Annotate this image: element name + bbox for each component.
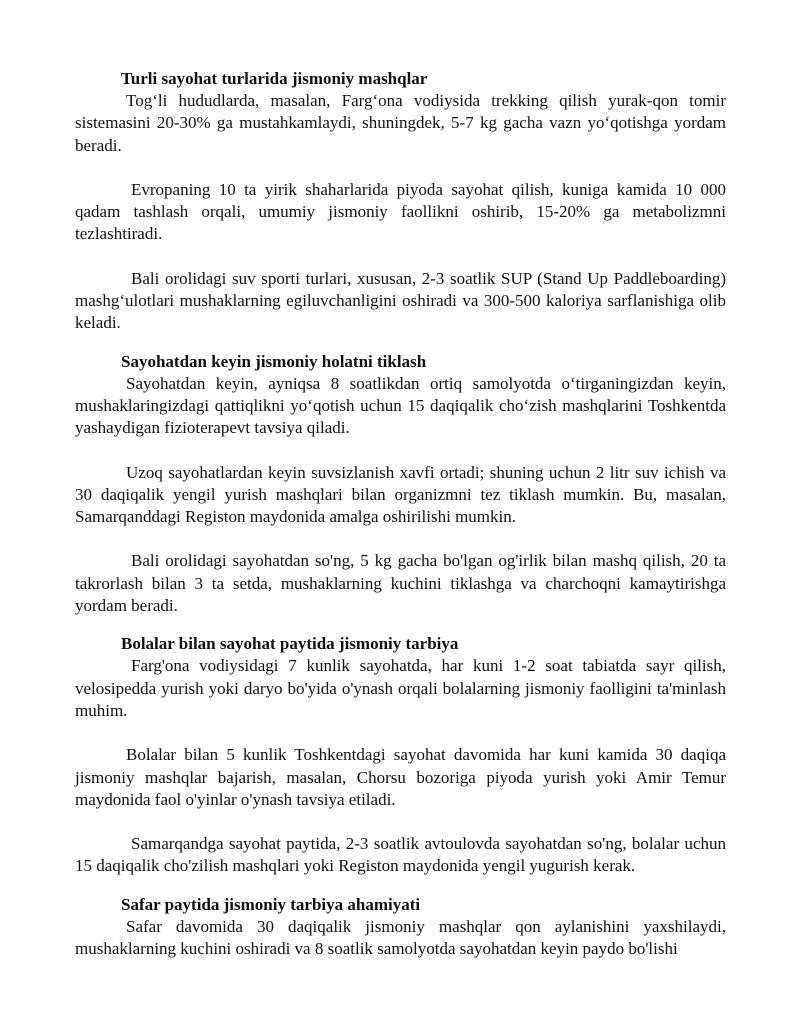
section-travel-types xyxy=(75,68,726,335)
paragraph: Samarqandga sayohat paytida, 2-3 soatlik avtoulovda sayohatdan so'ng, bolalar uchun 15 daqiqalik cho'zilish mashqlari yoki Registon maydonida yengil yugurish kerak. xyxy=(75,834,726,876)
paragraph: Bali orolidagi suv sporti turlari, xususan, 2-3 soatlik SUP (Stand Up Paddleboarding) mashg‘ulotlari mushaklarning egiluvchanligini oshiradi va 300-500 kaloriya sarflanishiga olib keladi. xyxy=(75,268,726,333)
paragraph: Sayohatdan keyin, ayniqsa 8 soatlikdan ortiq samolyotda o‘tirganingizdan keyin, mushaklaringizdagi qattiqlikni yo‘qotish uchun 15 daqiqalik cho‘zish mashqlarini Toshkentda yashaydigan fizioterapevt tavsiya qiladi. xyxy=(75,373,726,438)
paragraph: Safar davomida 30 daqiqalik jismoniy mashqlar qon aylanishini yaxshilaydi, mushaklarning kuchini oshiradi va 8 soatlik samolyotda sayohatdan keyin paydo bo'lishi xyxy=(75,916,726,959)
section-heading: Turli sayohat turlarida jismoniy mashqlar xyxy=(121,69,428,88)
section-importance xyxy=(75,894,726,961)
paragraph: Uzoq sayohatlardan keyin suvsizlanish xavfi ortadi; shuning uchun 2 litr suv ichish va 30 daqiqalik yengil yurish mashqlari bilan organizmni tez tiklash mumkin. Bu, masalan, Samarqanddagi Registon maydonida amalga oshirilishi mumkin. xyxy=(75,462,726,527)
paragraph: Evropaning 10 ta yirik shaharlarida piyoda sayohat qilish, kuniga kamida 10 000 qadam tashlash orqali, umumiy jismoniy faollikni oshirib, 15-20% ga metabolizmni tezlashtiradi. xyxy=(75,179,726,244)
paragraph: Bali orolidagi sayohatdan so'ng, 5 kg gacha bo'lgan og'irlik bilan mashq qilish, 20 ta takrorlash bilan 3 ta setda, mushaklarning kuchini tiklashga va charchoqni kamaytirishga yordam beradi. xyxy=(75,551,726,616)
section-children xyxy=(75,633,726,877)
section-heading: Safar paytida jismoniy tarbiya ahamiyati xyxy=(121,894,421,914)
section-recovery xyxy=(75,351,726,618)
document-page xyxy=(75,68,726,976)
paragraph: Bolalar bilan 5 kunlik Toshkentdagi sayohat davomida har kuni kamida 30 daqiqa jismoniy mashqlar bajarish, masalan, Chorsu bozoriga piyoda yurish yoki Amir Temur maydonida faol o'yinlar o'ynash tavsiya etiladi. xyxy=(75,745,726,809)
section-heading: Sayohatdan keyin jismoniy holatni tiklash xyxy=(121,351,427,371)
paragraph: Farg'ona vodiysidagi 7 kunlik sayohatda, har kuni 1-2 soat tabiatda sayr qilish, velosipedda yurish yoki daryo bo'yida o'ynash orqali bolalarning jismoniy faolligini ta'minlash muhim. xyxy=(75,656,726,720)
paragraph: Tog‘li hududlarda, masalan, Farg‘ona vodiysida trekking qilish yurak-qon tomir sistemasini 20-30% ga mustahkamlaydi, shuningdek, 5-7 kg gacha vazn yo‘qotishga yordam beradi. xyxy=(75,91,726,155)
section-heading: Bolalar bilan sayohat paytida jismoniy tarbiya xyxy=(121,634,459,654)
